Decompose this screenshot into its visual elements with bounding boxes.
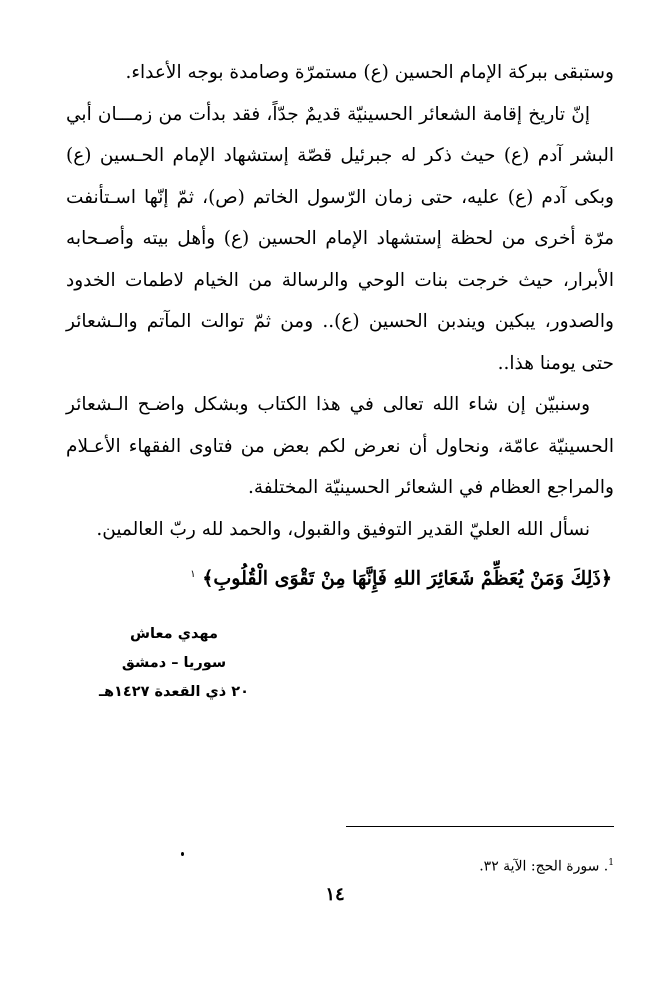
stray-dot xyxy=(181,852,184,856)
paragraph-book-purpose: وسنبيّن إن شاء الله تعالى في هذا الكتاب وبشكل واضـح الـشعائر الحسينيّة عامّة، ونحاول أن نعرض لكم بعض من فتاوى الفقهاء الأعـلام والمراجع العظام في الشعائر الحسينيّة المختلفة. xyxy=(66,394,614,498)
footnote-divider xyxy=(346,826,614,827)
quran-verse-text: ﴿ذَلِكَ وَمَنْ يُعَظِّمْ شَعَائِرَ اللهِ فَإِنَّهَا مِنْ تَقْوَى الْقُلُوبِ﴾ xyxy=(202,567,612,590)
footnote xyxy=(346,852,614,878)
paragraph-continuation: وستبقى ببركة الإمام الحسين (ع) مستمرّة وصامدة بوجه الأعداء. xyxy=(125,62,614,83)
author-name: مهدي معاش xyxy=(130,626,218,642)
footnote-text: . سورة الحج: الآية ٣٢. xyxy=(479,858,609,875)
author-signature xyxy=(94,620,254,707)
main-text xyxy=(66,52,614,600)
paragraph-history: إنّ تاريخ إقامة الشعائر الحسينيّة قديمٌ جدّاً، فقد بدأت من زمـــان أبي البشر آدم (ع) حيث ذكر له جبرئيل قصّة إستشهاد الإمام الحـسين (ع) وبكى آدم (ع) عليه، حتى زمان الرّسول الخاتم (ص)، ثمّ إنّها اسـتأنفت مرّة أخرى من لحظة إستشهاد الإمام الحسين (ع) وأهل بيته وأصـحابه الأبرار، حيث خرجت بنات الوحي والرسالة من الخيام لاطمات الخدود والصدور، يبكين ويندبن الحسين (ع).. ومن ثمّ توالت المآتم والـشعائر حتى يومنا هذا.. xyxy=(66,103,614,374)
footnote-reference: ١ xyxy=(190,569,196,580)
author-location: سوريا – دمشق xyxy=(121,655,227,671)
quran-verse xyxy=(66,554,614,600)
signature-date: ٢٠ ذي القعدة ١٤٢٧هـ xyxy=(99,684,249,700)
paragraph-prayer: نسأل الله العليّ القدير التوفيق والقبول، والحمد لله ربّ العالمين. xyxy=(96,518,590,540)
page-number: ١٤ xyxy=(325,884,345,905)
footnote-marker: 1 xyxy=(608,858,614,868)
